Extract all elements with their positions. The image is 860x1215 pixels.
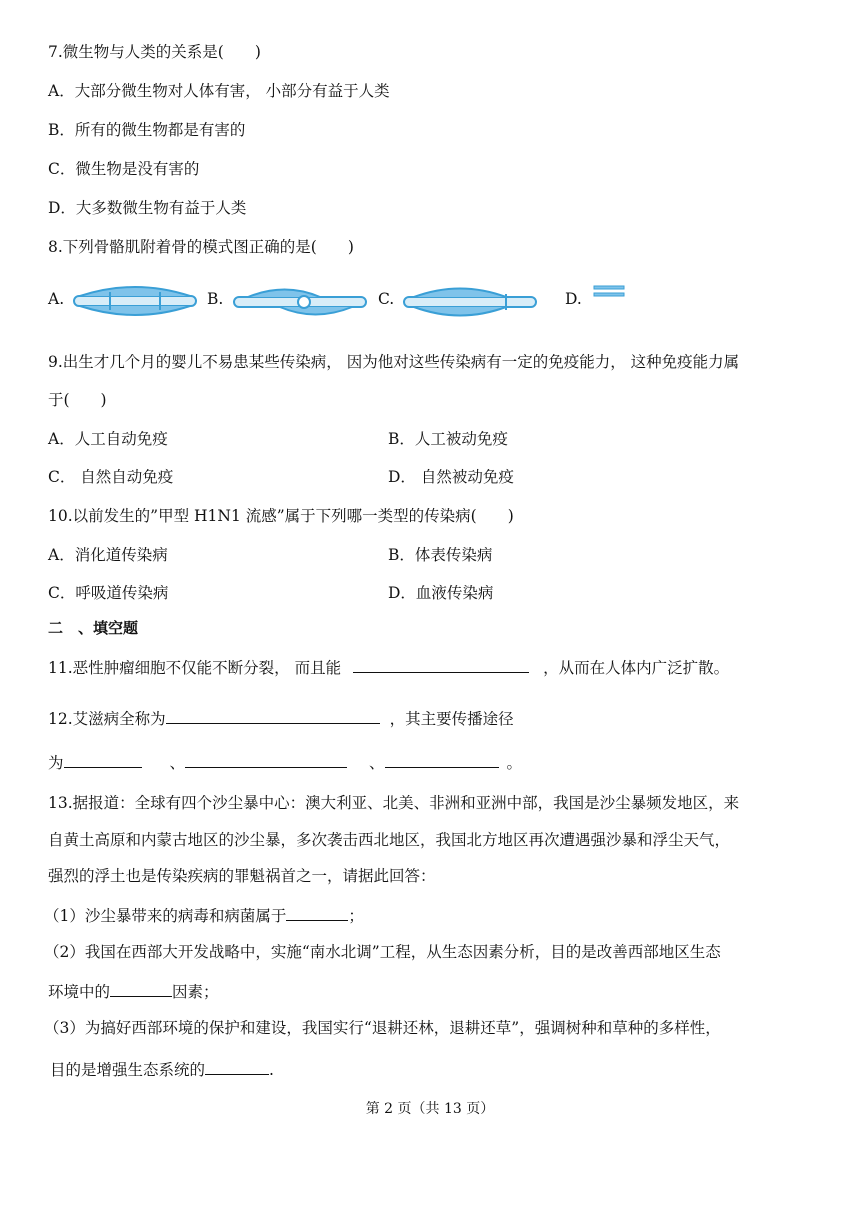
q9-option-a: A．人工自动免疫 [48,430,168,448]
q11-prefix: 11.恶性肿瘤细胞不仅能不断分裂， 而且能 [48,659,342,677]
q13-paragraph-line1: 13.据报道：全球有四个沙尘暴中心：澳大利亚、北美、非洲和亚洲中部，我国是沙尘暴频发地区，来 [48,794,740,812]
q10-option-b: B．体表传染病 [388,546,493,564]
q8-option-a-label: A. [48,290,65,308]
q8-stem: 8.下列骨骼肌附着骨的模式图正确的是( ) [48,238,354,256]
q11-answer-blank[interactable] [353,656,529,673]
q11-line [48,656,729,678]
q7-stem: 7.微生物与人类的关系是( ) [48,43,261,61]
q12-line2-prefix: 为 [48,754,64,772]
q7-option-a: A．大部分微生物对人体有害， 小部分有益于人类 [48,82,390,100]
q13-sub3-prefix: 目的是增强生态系统的 [50,1061,206,1079]
q12-line2 [48,751,522,773]
q13-sub1-suffix: ； [348,907,364,925]
q10-option-c: C．呼吸道传染病 [48,584,169,602]
q13-paragraph-line2: 自黄土高原和内蒙古地区的沙尘暴，多次袭击西北地区，我国北方地区再次遭遇强沙暴和浮尘天气， [48,831,731,849]
q12-end: 。 [506,754,523,772]
q9-option-d: D． 自然被动免疫 [388,468,514,486]
q8-option-b-label: B. [207,290,224,308]
q13-sub2-line1: （2）我国在西部大开发战略中，实施“南水北调”工程，从生态因素分析，目的是改善西部地区生态 [44,943,721,961]
q12-line1 [48,707,514,729]
section-title-fill-in: 二 、填空题 [48,619,139,637]
q13-sub2-line2 [48,980,219,1002]
q9-stem-line2: 于( ) [48,391,107,409]
page-number-footer: 第 2 页（共 13 页） [365,1101,495,1117]
q13-sub1-prefix: （1）沙尘暴带来的病毒和病菌属于 [44,907,287,925]
q13-sub3-suffix: . [269,1061,274,1079]
q13-sub2-blank[interactable] [110,980,172,997]
q13-sub1-blank[interactable] [286,904,348,921]
q9-stem-line1: 9.出生才几个月的婴儿不易患某些传染病， 因为他对这些传染病有一定的免疫能力， 这种免疫能力属 [48,353,740,371]
q9-option-b: B．人工被动免疫 [388,430,508,448]
q10-option-a: A．消化道传染病 [48,546,168,564]
q12-separator-1: 、 [169,754,186,772]
q12-route-blank-2[interactable] [185,751,347,768]
q11-suffix: ，从而在人体内广泛扩散。 [543,659,730,677]
q7-option-b: B．所有的微生物都是有害的 [48,121,246,139]
q13-sub3-line1: （3）为搞好西部环境的保护和建设，我国实行“退耕还林，退耕还草”，强调树种和草种的多样性， [44,1019,721,1037]
q13-sub2-suffix: 因素； [172,983,219,1001]
q12-route-blank-1[interactable] [64,751,142,768]
q13-sub3-line2 [50,1058,274,1080]
q7-option-c: C．微生物是没有害的 [48,160,200,178]
q8-option-c-figure [400,278,540,328]
q8-option-d-figure [592,284,626,298]
q10-option-d: D．血液传染病 [388,584,494,602]
q8-option-d-label: D. [565,290,582,308]
q12-prefix: 12.艾滋病全称为 [48,710,166,728]
q12-separator-2: 、 [369,754,385,772]
q7-option-d: D．大多数微生物有益于人类 [48,199,247,217]
q8-option-b-figure [230,278,370,328]
q13-sub3-blank[interactable] [205,1058,269,1075]
q13-sub2-prefix: 环境中的 [48,983,111,1001]
q12-fullname-blank[interactable] [166,707,380,724]
q12-middle: ，其主要传播途径 [389,710,514,728]
q8-option-c-label: C. [378,290,395,308]
q12-route-blank-3[interactable] [385,751,499,768]
q10-stem: 10.以前发生的”甲型 H1N1 流感”属于下列哪一类型的传染病( ) [48,507,514,525]
q13-sub1 [44,904,364,926]
q9-option-c: C． 自然自动免疫 [48,468,174,486]
q8-option-a-figure [70,278,200,328]
q13-paragraph-line3: 强烈的浮土也是传染疾病的罪魁祸首之一，请据此回答： [48,867,436,885]
